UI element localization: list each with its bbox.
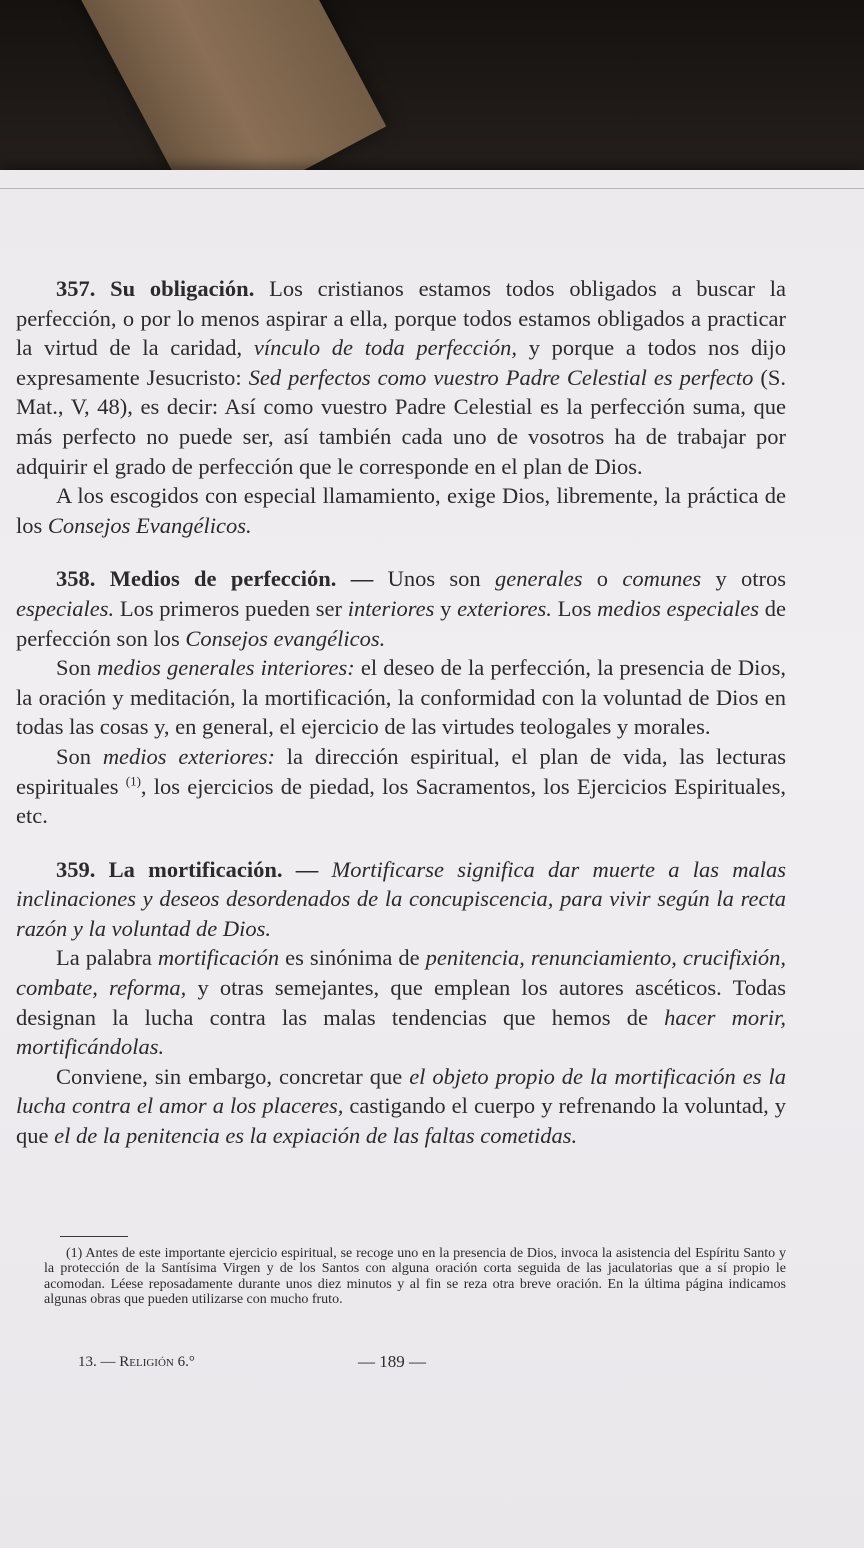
section-358 [16, 564, 786, 830]
paragraph [16, 274, 786, 481]
text-run: castigando el cuerpo y refrenando la voluntad, y que [16, 1093, 787, 1149]
book-page [0, 170, 864, 1548]
text-run: y porque a todos nos dijo expresamente Jesucristo: [16, 335, 786, 390]
text-run: (S. Mat., V, 48), es decir: Así como vuestro Padre Celestial es la perfección suma, que más perfecto no puede ser, así también cada uno de vosotros ha de trabajar por adquirir el grado de perfección que le corresponde en el plan de Dios. [16, 364, 787, 479]
text-run: comunes [622, 566, 702, 592]
text-run: Mortificarse significa dar muerte a las malas inclinaciones y deseos desordenados de la concupiscencia, para vivir según la recta razón y la voluntad de Dios. [16, 856, 787, 941]
footnote-reference: (1) [125, 773, 141, 788]
text-run: el objeto propio de la mortificación es la lucha contra el amor a los placeres, [16, 1063, 786, 1119]
text-run: Consejos Evangélicos. [47, 512, 252, 538]
paragraph [16, 653, 786, 742]
section-heading: Medios de perfección. — [109, 566, 388, 592]
text-run: de perfección son los [16, 595, 786, 651]
text-run: hacer morir, mortificándolas. [16, 1004, 787, 1060]
text-run: el deseo de la perfección, la presencia de Dios, la oración y meditación, la mortificación, la conformidad con la voluntad de Dios en todas las cosas y, en general, el ejercicio de las virtudes teologales y morales. [16, 655, 787, 740]
text-run: generales [495, 566, 583, 592]
text-run: o [582, 566, 623, 592]
section-number: 357. [56, 276, 111, 301]
text-run: Conviene, sin embargo, concretar que [56, 1063, 410, 1089]
text-run: es sinónima de [279, 945, 426, 971]
signature-mark [78, 1354, 195, 1371]
text-run: medios especiales [597, 595, 760, 621]
body-text [16, 274, 786, 1175]
paragraph [16, 481, 786, 540]
section-heading: Su obligación. [110, 276, 270, 301]
text-run: Sed perfectos como vuestro Padre Celestial es perfecto [248, 364, 754, 390]
page-number: — 189 — [358, 1352, 426, 1371]
text-run: Son [56, 743, 103, 769]
text-run: medios exteriores: [102, 743, 275, 769]
text-run: Los primeros pueden ser [114, 595, 348, 621]
text-run: la dirección espiritual, el plan de vida, las lecturas espirituales [16, 743, 786, 799]
text-run: Son [56, 655, 98, 681]
paragraph [16, 742, 786, 831]
text-run: y [434, 595, 458, 621]
text-run: y otros [701, 566, 787, 592]
section-359 [16, 855, 786, 1151]
text-run: Unos son [387, 566, 495, 592]
text-run: , los ejercicios de piedad, los Sacramentos, los Ejercicios Espirituales, etc. [16, 773, 786, 829]
paragraph [16, 943, 786, 1061]
section-number: 359. [56, 856, 109, 882]
footnote [44, 1246, 786, 1308]
text-run: La palabra [56, 945, 158, 971]
text-run: mortificación [157, 945, 280, 971]
text-run: Los [551, 595, 598, 621]
paragraph [16, 1062, 786, 1151]
text-run: A los escogidos con especial llamamiento, exige Dios, libremente, la práctica de los [16, 483, 786, 538]
signature-title: Religión 6.° [119, 1354, 195, 1370]
text-run: penitencia, renunciamiento, crucifixión, combate, reforma, [16, 945, 786, 1001]
paragraph [16, 855, 786, 944]
footnote-text: (1) Antes de este importante ejercicio espiritual, se recoge uno en la presencia de Dios, invoca la asistencia del Espíritu Santo y la protección de la Santísima Virgen y de los Santos con alguna oración corta seguida de las jaculatorias que a sí propio le acomodan. Léese reposadamente durante unos diez minutos y al fin se reza otra breve oración. En la última página indicamos algunas obras que pueden utilizarse con mucho fruto. [44, 1246, 786, 1308]
text-run: el de la penitencia es la expiación de las faltas cometidas. [54, 1123, 578, 1149]
paragraph [16, 564, 786, 653]
text-run: Los cristianos estamos todos obligados a buscar la perfección, o por lo menos aspirar a ella, porque todos estamos obligados a practicar la virtud de la caridad, [16, 276, 787, 361]
text-run: medios generales interiores: [97, 655, 355, 681]
signature-number: 13. — [78, 1354, 116, 1370]
section-number: 358. [56, 566, 110, 592]
text-run: especiales. [16, 595, 115, 621]
top-rule [0, 188, 864, 189]
section-heading: La mortificación. — [108, 856, 332, 882]
section-357 [16, 274, 786, 540]
text-run: exteriores. [457, 595, 552, 621]
text-run: vínculo de toda perfección, [253, 335, 518, 361]
text-run: interiores [347, 595, 435, 621]
footnote-rule [60, 1236, 128, 1237]
text-run: Consejos evangélicos. [185, 625, 386, 651]
text-run: y otras semejantes, que emplean los autores ascéticos. Todas designan la lucha contra las malas tendencias que hemos de [16, 975, 786, 1030]
